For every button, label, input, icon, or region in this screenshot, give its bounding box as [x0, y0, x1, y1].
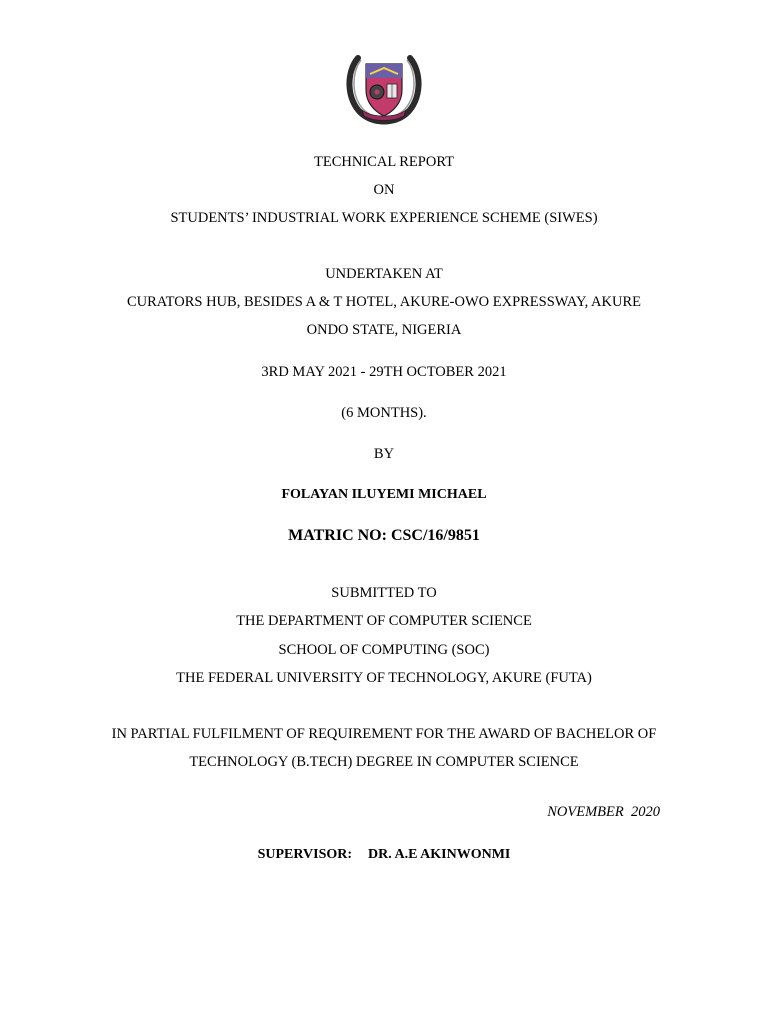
- author-name: FOLAYAN ILUYEMI MICHAEL: [281, 487, 487, 502]
- location-line-1: CURATORS HUB, BESIDES A & T HOTEL, AKURE-OWO EXPRESSWAY, AKURE: [126, 294, 642, 310]
- submitted-label: SUBMITTED TO: [331, 585, 437, 601]
- training-duration: (6 MONTHS).: [341, 405, 427, 421]
- location-line-2: ONDO STATE, NIGERIA: [306, 322, 462, 338]
- supervisor-name: DR. A.E AKINWONMI: [368, 847, 511, 862]
- purpose-line-1: IN PARTIAL FULFILMENT OF REQUIREMENT FOR THE AWARD OF BACHELOR OF: [111, 726, 657, 742]
- by-label: BY: [373, 446, 395, 462]
- university-name: THE FEDERAL UNIVERSITY OF TECHNOLOGY, AKURE (FUTA): [176, 670, 592, 686]
- undertaken-label: UNDERTAKEN AT: [325, 266, 443, 282]
- submission-date: NOVEMBER 2020: [547, 804, 660, 820]
- school-name: SCHOOL OF COMPUTING (SOC): [278, 642, 490, 658]
- supervisor-line: [0, 846, 768, 864]
- purpose-line-2: TECHNOLOGY (B.TECH) DEGREE IN COMPUTER SCIENCE: [189, 754, 579, 770]
- matric-number: MATRIC NO: CSC/16/9851: [288, 527, 480, 544]
- report-title: TECHNICAL REPORT: [314, 154, 454, 170]
- training-period: 3RD MAY 2021 - 29TH OCTOBER 2021: [261, 364, 507, 380]
- university-crest-icon: [344, 50, 424, 126]
- report-subject: STUDENTS’ INDUSTRIAL WORK EXPERIENCE SCHEME (SIWES): [170, 210, 598, 226]
- supervisor-label: SUPERVISOR:: [257, 847, 353, 862]
- department-name: THE DEPARTMENT OF COMPUTER SCIENCE: [236, 613, 532, 629]
- report-title-on: ON: [373, 182, 395, 198]
